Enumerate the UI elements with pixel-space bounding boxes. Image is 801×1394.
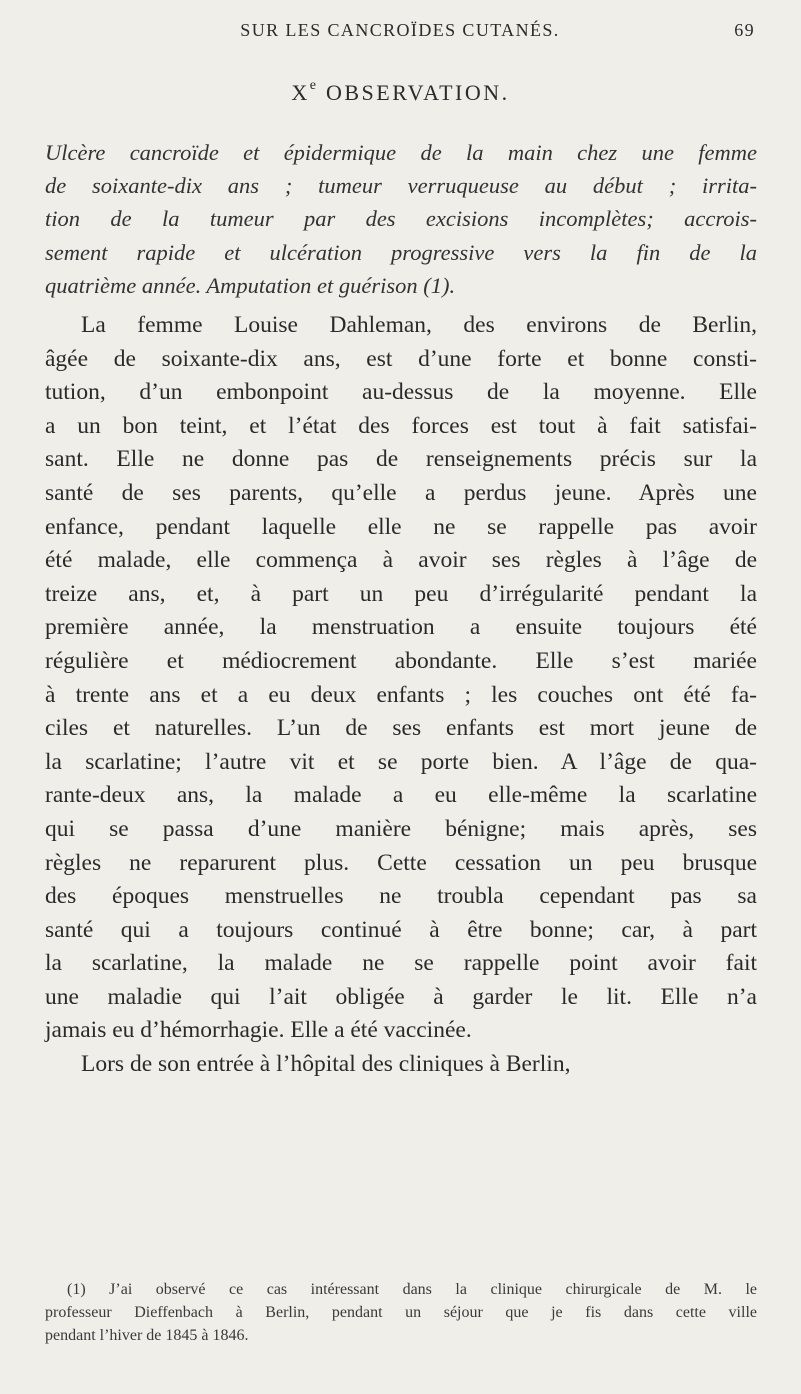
body-line: jamais eu d’hémorrhagie. Elle a été vaccinée.: [45, 1017, 472, 1044]
body-line: âgée de soixante-dix ans, est d’une forte et bonne consti-: [45, 345, 757, 372]
body-line: été malade, elle commença à avoir ses règles à l’âge de: [45, 547, 757, 574]
body-line: régulière et médiocrement abondante. Elle s’est mariée: [45, 647, 757, 674]
footnote-line: (1) J’ai observé ce cas intéressant dans la clinique chirurgicale de M. le: [67, 1281, 757, 1298]
summary-line: Ulcère cancroïde et épidermique de la main chez une femme: [45, 140, 757, 165]
body-line: Lors de son entrée à l’hôpital des cliniques à Berlin,: [81, 1051, 571, 1078]
footnote-line: pendant l’hiver de 1845 à 1846.: [45, 1327, 249, 1344]
observation-numeral-superscript: e: [309, 78, 316, 93]
summary-line: quatrième année. Amputation et guérison (1).: [45, 272, 456, 298]
summary-line: de soixante-dix ans ; tumeur verruqueuse au début ; irrita-: [45, 173, 757, 199]
body-line: des époques menstruelles ne troubla cependant pas sa: [45, 883, 757, 910]
body-line: une maladie qui l’ait obligée à garder le lit. Elle n’a: [45, 983, 757, 1010]
body-line: à trente ans et a eu deux enfants ; les couches ont été fa-: [45, 681, 757, 708]
observation-numeral: X: [291, 80, 310, 105]
body-line: qui se passa d’une manière bénigne; mais après, ses: [45, 815, 757, 842]
body-line: première année, la menstruation a ensuite toujours été: [45, 614, 757, 641]
body-line: santé qui a toujours continué à être bonne; car, à part: [45, 916, 757, 943]
body-line: enfance, pendant laquelle elle ne se rappelle pas avoir: [45, 513, 757, 540]
body-line: la scarlatine; l’autre vit et se porte bien. A l’âge de qua-: [45, 748, 757, 775]
body-line: la scarlatine, la malade ne se rappelle point avoir fait: [45, 950, 757, 977]
body-line: tution, d’un embonpoint au-dessus de la moyenne. Elle: [45, 379, 757, 406]
body-line: sant. Elle ne donne pas de renseignements précis sur la: [45, 446, 757, 473]
case-summary: [45, 136, 757, 302]
running-title: SUR LES CANCROÏDES CUTANÉS.: [240, 20, 560, 40]
body-text: [45, 309, 757, 1082]
summary-line: sement rapide et ulcération progressive vers la fin de la: [45, 239, 757, 265]
footnote-line: professeur Dieffenbach à Berlin, pendant un séjour que je fis dans cette ville: [45, 1304, 757, 1321]
observation-title: [0, 80, 801, 106]
running-head: [45, 20, 755, 46]
body-line: santé de ses parents, qu’elle a perdus jeune. Après une: [45, 479, 757, 506]
body-line: rante-deux ans, la malade a eu elle-même la scarlatine: [45, 782, 757, 809]
footnote: [45, 1278, 757, 1347]
body-line: règles ne reparurent plus. Cette cessation un peu brusque: [45, 849, 757, 876]
body-line: ciles et naturelles. L’un de ses enfants est mort jeune de: [45, 715, 757, 742]
body-line: La femme Louise Dahleman, des environs de Berlin,: [81, 312, 757, 338]
body-line: treize ans, et, à part un peu d’irrégularité pendant la: [45, 580, 757, 607]
page-number: 69: [734, 20, 755, 40]
summary-line: tion de la tumeur par des excisions incomplètes; accrois-: [45, 206, 757, 232]
observation-label: OBSERVATION.: [325, 80, 510, 105]
body-line: a un bon teint, et l’état des forces est tout à fait satisfai-: [45, 412, 757, 439]
